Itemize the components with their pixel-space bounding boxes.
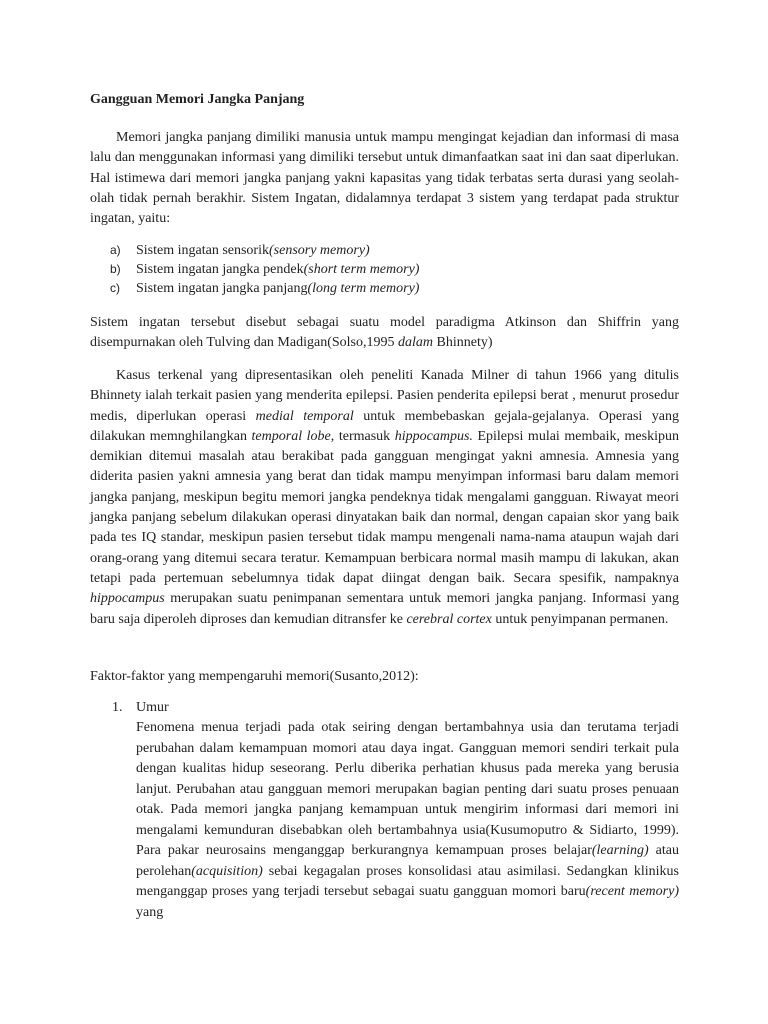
text-run: untuk penyimpanan permanen.: [491, 611, 669, 627]
text-run: untuk membebaskan gejala-gejalanya. Operasi yang dilakukan memnghilangkan: [90, 408, 679, 444]
text-run: yang: [136, 904, 164, 920]
document-title: Gangguan Memori Jangka Panjang: [90, 92, 305, 107]
list-item: [110, 279, 419, 298]
list-item-italic: (sensory memory): [269, 243, 370, 258]
list-item-text: Sistem ingatan jangka pendek: [136, 262, 304, 277]
italic-run: hippocampus: [90, 591, 165, 607]
italic-run: (learning): [591, 843, 649, 858]
list-item-italic: (short term memory): [303, 262, 420, 277]
case-paragraph: [90, 366, 679, 630]
item-heading: Umur: [136, 700, 169, 715]
intro-paragraph: Memori jangka panjang dimiliki manusia untuk mampu mengingat kejadian dan informasi di masa lalu dan menggunakan informasi yang dimiliki tersebut untuk dimanfaatkan saat ini dan saat diperlukan. Hal istimewa dari memori jangka panjang yakni kapasitas yang tidak terbatas serta durasi yang seolah-olah tidak pernah berakhir. Sistem Ingatan, didalamnya terdapat 3 sistem yang terdapat pada struktur ingatan, yaitu:: [90, 130, 679, 227]
list-item-text: Sistem ingatan sensorik: [136, 243, 269, 258]
italic-run: medial temporal: [255, 408, 354, 424]
list-item: [110, 260, 419, 279]
list-item-text: Sistem ingatan jangka panjang: [136, 281, 308, 296]
text-run: Epilepsi mulai membaik, meskipun demikian ditemui masalah atau berakibat pada gangguan mengingat yakni amnesia. Amnesia yang diderita pasien yakni amnesia yang berat dan tidak mampu menyimpan informasi baru dalam memori jangka panjang, meskipun begitu memori jangka pendeknya tidak mengalami gangguan. Riwayat meori jangka panjang sebelum dilakukan operasi dinyatakan baik dan normal, dengan capaian skor yang baik pada tes IQ standar, meskipun pasien tersebut tidak mampu mengenali nama-nama ataupun wajah dari orang-orang yang ditemui secara teratur. Kemampuan berbicara normal masih mampu di lakukan, akan tetapi pada pertemuan sebelumnya tidak dapat diingat dengan baik. Secara spesifik, nampaknya: [90, 428, 679, 586]
text-run: Fenomena menua terjadi pada otak seiring dengan bertambahnya usia dan terutama terjadi perubahan dalam kemampuan momori atau daya ingat. Gangguan memori sendiri terkait pula dengan kualitas hidup seseorang. Perlu diberika perhatian khusus pada mereka yang berusia lanjut. Perubahan atau gangguan memori merupakan bagian penting dari suatu proses penuaan otak. Pada memori jangka panjang kemampuan untuk mengirim informasi dari memori ini mengalami kemunduran disebabkan oleh bertambahnya usia(Kusumoputro & Sidiarto, 1999). Para pakar neurosains menganggap berkurangnya kemampuan proses belajar: [136, 720, 679, 858]
text-run: Sistem ingatan tersebut disebut sebagai suatu model paradigma Atkinson dan Shiffrin yang disempurnakan oleh Tulving dan Madigan(Solso,1995: [90, 315, 679, 351]
text-run: merupakan suatu penimpanan sementara untuk memori jangka panjang. Informasi yang baru saja diperoleh diproses dan kemudian ditransfer ke: [90, 591, 679, 627]
list-marker: a): [110, 243, 121, 257]
memory-systems-list: [110, 241, 419, 298]
item-number: 1.: [112, 700, 123, 715]
item-body: [136, 718, 679, 923]
factors-paragraph: Faktor-faktor yang mempengaruhi memori(Susanto,2012):: [90, 669, 419, 684]
text-run: Kasus terkenal yang dipresentasikan oleh peneliti Kanada Milner di tahun 1966 yang ditulis Bhinnety ialah terkait pasien yang menderita epilepsi. Pasien penderita epilepsi berat , menurut prosedur medis, diperlukan operasi: [90, 368, 679, 424]
italic-run: dalam: [398, 335, 433, 351]
model-paragraph: [90, 313, 679, 354]
italic-run: (recent memory): [585, 884, 679, 899]
italic-run: hippocampus.: [394, 428, 473, 444]
italic-run: (acquisition): [191, 863, 263, 879]
list-marker: b): [110, 262, 121, 276]
italic-run: temporal lobe: [251, 428, 331, 444]
text-run: atau perolehan: [136, 843, 679, 879]
list-item: [110, 241, 419, 260]
text-run: sebai kegagalan proses konsolidasi atau asimilasi. Sedangkan klinikus menganggap proses yang terjadi tersebut sebagai suatu gangguan momori baru: [136, 863, 679, 899]
list-item-italic: (long term memory): [307, 281, 420, 296]
text-run: , termasuk: [330, 428, 395, 444]
list-marker: c): [110, 281, 120, 295]
italic-run: cerebral cortex: [406, 611, 492, 627]
text-run: Bhinnety): [433, 335, 493, 351]
factor-item-age: [112, 698, 679, 923]
